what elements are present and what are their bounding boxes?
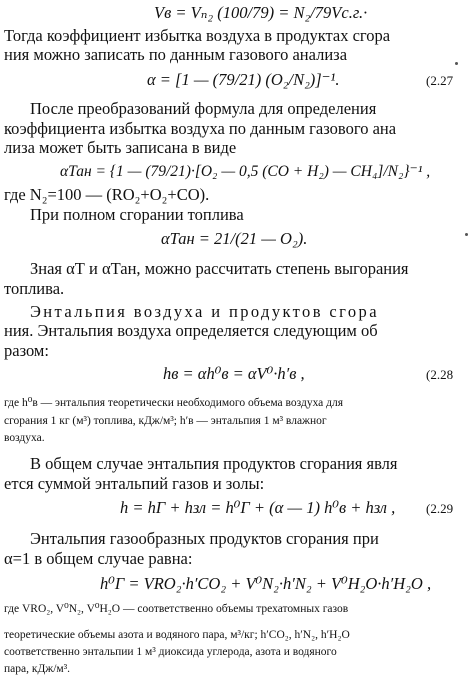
text-line: При полном сгорании топлива	[30, 205, 244, 224]
text-line: где N₂=100 — (RO₂+O₂+CO).	[4, 185, 210, 204]
equation-number: (2.27	[426, 73, 454, 88]
text-line: ния можно записать по данным газового анализа	[4, 45, 348, 64]
footnote-line: соответственно энтальпии 1 м³ диоксида углерода, азота и водяного	[4, 646, 337, 658]
footnote-line: где VRO₂, V⁰N₂, V⁰H₂O — соответственно объемы трехатомных газов	[4, 603, 349, 615]
equation-2-28: hв = αh⁰в = αV⁰·h′в ,	[163, 364, 305, 383]
text-line: Тогда коэффициент избытка воздуха в продуктах сгора	[4, 26, 391, 45]
text-line: лиза может быть записана в виде	[4, 138, 237, 157]
footnote-line: пара, кДж/м³.	[4, 663, 71, 675]
text-line: разом:	[4, 341, 49, 360]
text-line: Зная αТ и αТан, можно рассчитать степень выгорания	[30, 259, 409, 278]
text-line: ется суммой энтальпий газов и золы:	[4, 474, 265, 493]
footnote-line: сгорания 1 кг (м³) топлива, кДж/м³; h′в — энтальпия 1 м³ влажног	[4, 415, 327, 427]
equation-2-27: α = [1 — (79/21) (O₂/N₂)]⁻¹.	[147, 70, 340, 89]
text-line: ния. Энтальпия воздуха определяется следующим об	[4, 321, 378, 340]
section-heading: Энтальпия воздуха и продуктов сгора	[30, 302, 379, 321]
footnote-line: где h⁰в — энтальпия теоретически необходимого объема воздуха для	[4, 397, 344, 409]
footnote-line: теоретические объемы азота и водяного пара, м³/кг; h′CO₂, h′N₂, h′H₂O	[4, 629, 350, 641]
equation-number: (2.29	[426, 501, 454, 516]
equation-alpha-tan-full: αТан = 21/(21 — O₂).	[161, 229, 308, 248]
equation-alpha-tan: αТан = {1 — (79/21)·[O₂ — 0,5 (CO + H₂) — CH₄]/N₂}⁻¹ ,	[60, 163, 431, 180]
margin-dot	[455, 62, 458, 65]
equation-2-29: h = hГ + hзл = h⁰Г + (α — 1) h⁰в + hзл ,	[120, 498, 396, 517]
text-line: Энтальпия газообразных продуктов сгорания при	[30, 529, 379, 548]
footnote-line: воздуха.	[4, 432, 45, 444]
text-line: После преобразований формула для определения	[30, 99, 377, 118]
equation-number: (2.28	[426, 367, 454, 382]
equation-hg: h⁰Г = VRO₂·h′CO₂ + V⁰N₂·h′N₂ + V⁰H₂O·h′H₂O ,	[100, 574, 432, 593]
text-line: коэффициента избытка воздуха по данным газового ана	[4, 119, 397, 138]
margin-dot	[465, 233, 468, 236]
text-line: В общем случае энтальпия продуктов сгорания явля	[30, 454, 398, 473]
text-line: топлива.	[4, 279, 65, 298]
equation-vb: Vв = Vₙ₂ (100/79) = N₂/79Vс.г.·	[154, 3, 368, 22]
text-line: α=1 в общем случае равна:	[4, 549, 193, 568]
